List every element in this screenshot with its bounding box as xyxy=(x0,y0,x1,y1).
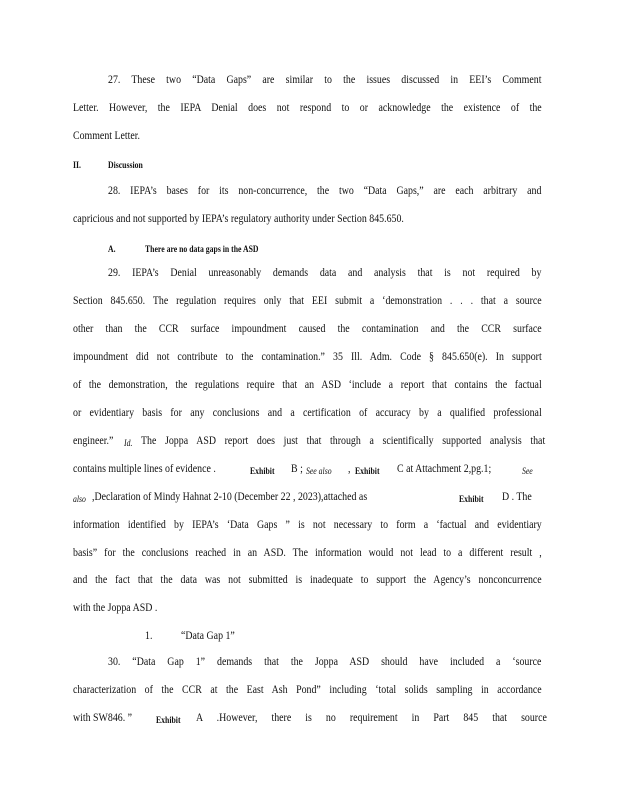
paragraph-29-line-10: information identified by IEPA’s ‘Data Gaps ” is not necessary to form a ‘factual and evidentiary xyxy=(73,519,542,531)
exhibit-d-label: Exhibit xyxy=(459,494,484,504)
paragraph-30-line-2: characterization of the CCR at the East Ash Pond” including ‘total solids sampling in accordance xyxy=(73,684,542,696)
paragraph-29-line-2: Section 845.650. The regulation requires only that EEI submit a ‘demonstration . . . that a source xyxy=(73,295,542,307)
paragraph-29-line-9-also: also xyxy=(73,494,86,504)
paragraph-29-line-6: or evidentiary basis for any conclusions and a certification of accuracy by a qualified professional xyxy=(73,407,542,419)
exhibit-c-label: Exhibit xyxy=(355,466,380,476)
section-ii-heading: Discussion xyxy=(108,160,143,170)
paragraph-30-line-1: 30. “Data Gap 1” demands that the Joppa ASD should have included a ‘source xyxy=(108,656,542,668)
paragraph-29-line-8-a: contains multiple lines of evidence . xyxy=(73,463,216,475)
paragraph-29-line-8-g: C at Attachment 2,pg.1; xyxy=(397,463,492,475)
paragraph-27-line-1: 27. These two “Data Gaps” are similar to the issues discussed in EEI’s Comment xyxy=(108,74,542,86)
paragraph-29-line-1: 29. IEPA’s Denial unreasonably demands data and analysis that is not required by xyxy=(108,267,542,279)
paragraph-29-line-8-see: See also xyxy=(306,466,332,476)
section-a-heading: There are no data gaps in the ASD xyxy=(145,244,259,254)
paragraph-29-line-3: other than the CCR surface impoundment caused the contamination and the CCR surface xyxy=(73,323,542,335)
paragraph-29-line-5: of the demonstration, the regulations require that an ASD ‘include a report that contains the factual xyxy=(73,379,542,391)
paragraph-29-line-11: basis” for the conclusions reached in an ASD. The information would not lead to a different result , xyxy=(73,547,542,559)
subsection-1-number: 1. xyxy=(145,630,153,642)
subsection-1-heading: “Data Gap 1” xyxy=(181,630,235,642)
paragraph-28-line-2: capricious and not supported by IEPA’s regulatory authority under Section 845.650. xyxy=(73,213,404,225)
paragraph-29-line-7-c: The Joppa ASD report does just that through a scientifically supported analysis that xyxy=(141,435,546,447)
paragraph-29-line-7-a: engineer.” xyxy=(73,435,114,447)
exhibit-b-label: Exhibit xyxy=(250,466,275,476)
paragraph-29-line-9-b: ,Declaration of Mindy Hahnat 2-10 (December 22 , 2023),attached as xyxy=(92,491,368,503)
paragraph-29-line-8-see2: See xyxy=(522,466,533,476)
exhibit-a-label: Exhibit xyxy=(156,715,181,725)
paragraph-30-line-3-a: with SW846. ” xyxy=(73,712,133,724)
paragraph-30-line-3-c: A .However, there is no requirement in Part 845 that source xyxy=(196,712,547,724)
section-ii-number: II. xyxy=(73,160,81,170)
section-a-number: A. xyxy=(108,244,116,254)
paragraph-27-line-3: Comment Letter. xyxy=(73,130,141,142)
paragraph-29-line-13: with the Joppa ASD . xyxy=(73,602,158,614)
paragraph-29-line-8-c: B ; xyxy=(291,463,303,475)
paragraph-27-line-2: Letter. However, the IEPA Denial does not respond to or acknowledge the existence of the xyxy=(73,102,542,114)
paragraph-29-line-4: impoundment did not contribute to the contamination.” 35 Ill. Adm. Code § 845.650(e). In support xyxy=(73,351,542,363)
paragraph-29-line-8-comma: , xyxy=(348,463,351,475)
paragraph-29-line-7-cite: Id. xyxy=(124,438,133,448)
paragraph-29-line-12: and the fact that the data was not submitted is inadequate to support the Agency’s nonconcurrence xyxy=(73,574,542,586)
paragraph-29-line-9-d: D . The xyxy=(502,491,532,503)
paragraph-28-line-1: 28. IEPA’s bases for its non-concurrence, the two “Data Gaps,” are each arbitrary and xyxy=(108,185,542,197)
